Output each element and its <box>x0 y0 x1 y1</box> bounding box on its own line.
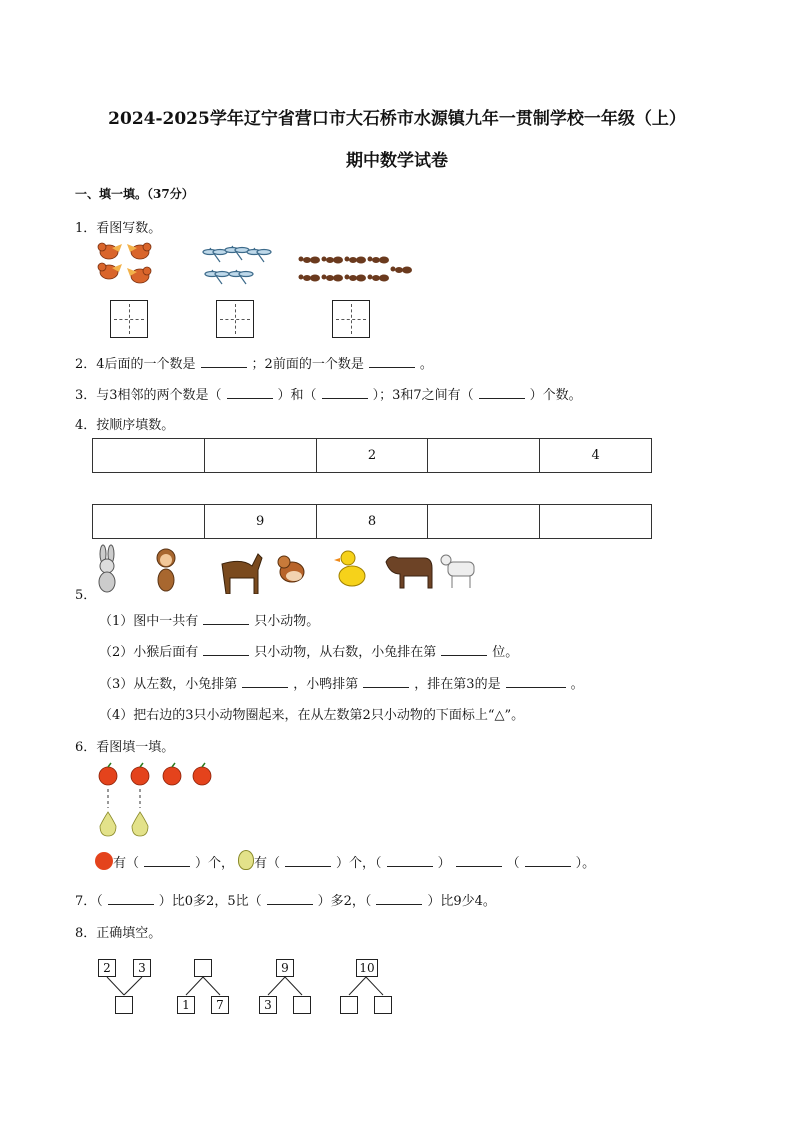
q4-cell: 4 <box>540 439 652 473</box>
q5-blank-4[interactable] <box>242 675 288 688</box>
q5-sub1: （1）图中一共有 只小动物。 <box>99 614 320 629</box>
q6-blank-2[interactable] <box>285 854 331 867</box>
q5-sub2: （2）小猴后面有 只小动物，从右数，小兔排在第 位。 <box>99 645 519 660</box>
q8-tree3-answer-box[interactable] <box>293 996 311 1014</box>
q6-picture <box>92 762 232 838</box>
q2-blank-1[interactable] <box>201 355 247 368</box>
q8-text: 8．正确填空。 <box>75 926 162 941</box>
q4-cell[interactable] <box>93 439 205 473</box>
q4-cell: 8 <box>316 505 428 539</box>
q5-number: 5． <box>75 588 97 603</box>
q7-blank-2[interactable] <box>267 892 313 905</box>
q5-blank-6[interactable] <box>506 675 566 688</box>
q3-line: 3．与3相邻的两个数是（ ）和（ ）；3和7之间有（ ）个数。 <box>75 388 582 403</box>
pear-row-icon <box>100 812 148 836</box>
q3-blank-3[interactable] <box>479 386 525 399</box>
dashed-link-lines <box>108 789 140 808</box>
goat-icon <box>441 555 474 588</box>
q4-cell[interactable] <box>93 505 205 539</box>
ant-group-icon <box>299 257 413 282</box>
bird-group-icon <box>98 243 151 283</box>
duck-icon <box>334 551 365 586</box>
ox-icon <box>386 557 432 588</box>
q7-blank-3[interactable] <box>376 892 422 905</box>
q5-animals <box>92 542 492 594</box>
q5-blank-3[interactable] <box>441 643 487 656</box>
q8-tree3-bottom-box: 3 <box>259 996 277 1014</box>
q4-cell: 9 <box>204 505 316 539</box>
q8-tree3-top-box: 9 <box>276 959 294 977</box>
q7-line: 7．（ ）比0多2，5比（ ）多2，（ ）比9少4。 <box>75 894 496 909</box>
q3-blank-2[interactable] <box>322 386 368 399</box>
q1-answer-grid-2[interactable] <box>216 300 254 338</box>
q8-tree2-bottom-box: 1 <box>177 996 195 1014</box>
q1-text: 1．看图写数。 <box>75 221 162 236</box>
pear-icon <box>238 850 254 870</box>
rabbit-icon <box>99 545 115 592</box>
section-heading: 一、填一填。（37分） <box>75 187 194 201</box>
q1-answer-grid-1[interactable] <box>110 300 148 338</box>
exam-title-line1: 2024-2025学年辽宁省营口市大石桥市水源镇九年一贯制学校一年级（上） <box>108 109 686 129</box>
q8-tree4-answer-box[interactable] <box>340 996 358 1014</box>
q3-blank-1[interactable] <box>227 386 273 399</box>
q5-blank-5[interactable] <box>363 675 409 688</box>
q4-text: 4．按顺序填数。 <box>75 418 175 433</box>
q4-cell[interactable] <box>428 505 540 539</box>
q8-tree1-answer-box[interactable] <box>115 996 133 1014</box>
exam-title-line2: 期中数学试卷 <box>346 151 448 171</box>
q4-cell[interactable] <box>428 439 540 473</box>
q4-cell: 2 <box>316 439 428 473</box>
apple-row-icon <box>99 767 211 785</box>
q8-tree4-answer-box[interactable] <box>374 996 392 1014</box>
q5-sub3: （3）从左数，小兔排第 ，小鸭排第 ，排在第3的是 。 <box>99 677 584 692</box>
q5-blank-2[interactable] <box>203 643 249 656</box>
horse-icon <box>222 554 262 594</box>
q7-blank-1[interactable] <box>108 892 154 905</box>
q8-tree1-top-box: 3 <box>133 959 151 977</box>
q1-pictures <box>92 240 422 292</box>
q8-tree1-top-box: 2 <box>98 959 116 977</box>
q6-line: 有（ ）个， 有（ ）个，（ ） （ ）。 <box>95 850 595 871</box>
q4-cell[interactable] <box>204 439 316 473</box>
q1-answer-grid-3[interactable] <box>332 300 370 338</box>
dragonfly-group-icon <box>203 246 271 284</box>
q2-line: 2．4后面的一个数是 ；2前面的一个数是 。 <box>75 357 433 372</box>
bird-icon <box>278 556 304 582</box>
q4-sequence-table-1 <box>92 438 652 473</box>
q8-tree4-top-box: 10 <box>356 959 378 977</box>
q6-blank-3[interactable] <box>387 854 433 867</box>
q8-tree2-answer-box[interactable] <box>194 959 212 977</box>
q4-cell[interactable] <box>540 505 652 539</box>
q6-text: 6．看图填一填。 <box>75 740 175 755</box>
q6-blank-5[interactable] <box>525 854 571 867</box>
q6-blank-1[interactable] <box>144 854 190 867</box>
q6-blank-4[interactable] <box>456 854 502 867</box>
q8-tree2-bottom-box: 7 <box>211 996 229 1014</box>
q2-blank-2[interactable] <box>369 355 415 368</box>
q4-sequence-table-2 <box>92 504 652 539</box>
apple-icon <box>95 852 113 870</box>
q5-blank-1[interactable] <box>203 612 249 625</box>
monkey-icon <box>157 549 175 591</box>
q5-sub4: （4）把右边的3只小动物圈起来，在从左数第2只小动物的下面标上“△”。 <box>99 708 525 723</box>
